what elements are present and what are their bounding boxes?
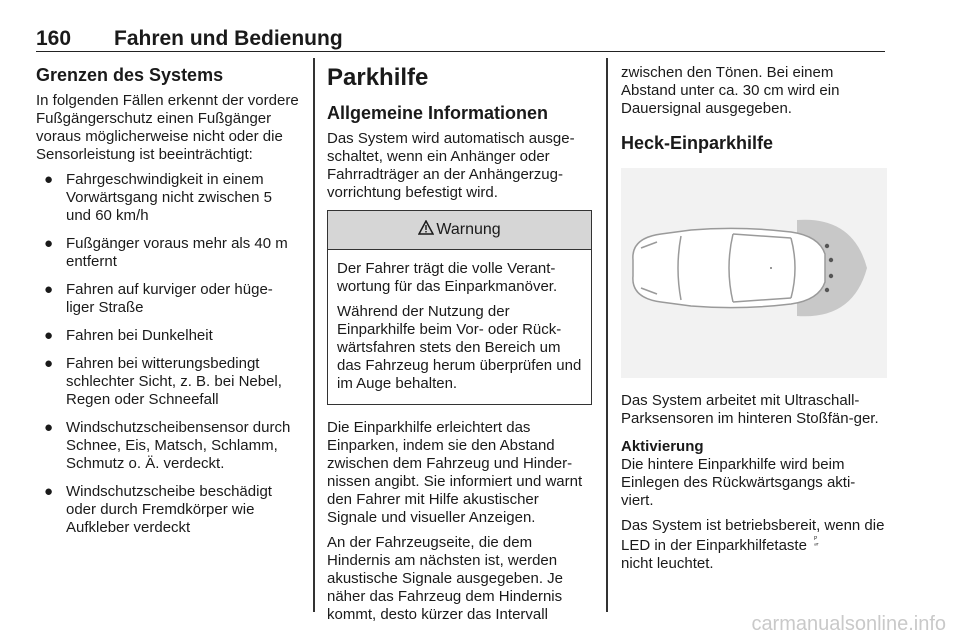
svg-text:off: off (814, 541, 819, 546)
subsection-heading: Allgemeine Informationen (327, 103, 549, 123)
bullet-icon: ● (44, 483, 54, 500)
column-divider (606, 58, 608, 612)
bullet-icon: ● (44, 327, 54, 344)
paragraph: Das System ist betriebsbereit, wenn die LED in der Einparkhilfetaste P off nicht leuchtet. (621, 517, 885, 572)
rear-parking-sensor-illustration (621, 168, 887, 378)
column-right (621, 64, 887, 580)
bullet-icon: ● (44, 281, 54, 298)
list-item: ● Fahren bei witterungsbedingt schlechter Sicht, z. B. bei Nebel, Regen oder Schneefall (44, 355, 282, 408)
warning-label: Warnung (436, 221, 501, 238)
list-item: ● Fußgänger voraus mehr als 40 m entfernt (44, 235, 288, 270)
section-heading: Heck-Einparkhilfe (621, 133, 774, 153)
page-number: 160 (36, 27, 72, 50)
paragraph: An der Fahrzeugseite, die dem Hindernis am nächsten ist, werden akustische Signale ausgegeben. Je näher das Fahrzeug dem Hindernis kommt, desto kürzer das Intervall (327, 534, 564, 623)
svg-text:P: P (814, 536, 818, 542)
bullet-icon: ● (44, 419, 54, 436)
chapter-title: Fahren und Bedienung (114, 27, 343, 50)
car-top-view-icon (621, 168, 887, 378)
bullet-icon: ● (44, 235, 54, 252)
list-item: ● Windschutzscheibe beschädigt oder durch Fremdkörper wie Aufkleber verdeckt (44, 483, 272, 536)
warning-header (328, 211, 591, 250)
warning-text: Während der Nutzung der Einparkhilfe beim Vor- oder Rück-wärtsfahren stets den Bereich um das Fahrzeug herum überprüfen und im Auge behalten. (337, 303, 582, 392)
parking-assist-button-icon (814, 535, 823, 548)
warning-triangle-icon (418, 220, 434, 240)
warning-box (327, 210, 592, 405)
paragraph: zwischen den Tönen. Bei einem Abstand unter ca. 30 cm wird ein Dauersignal ausgegeben. (621, 64, 840, 117)
column-left (36, 64, 300, 547)
list-item: ● Fahrgeschwindigkeit in einem Vorwärtsgang nicht zwischen 5 und 60 km/h (44, 171, 272, 224)
limitations-list (36, 171, 300, 537)
bullet-icon: ● (44, 355, 54, 372)
paragraph: Das System wird automatisch ausge-schaltet, wenn ein Anhänger oder Fahrradträger an der Anhängerzug-vorrichtung befestigt wird. (327, 130, 575, 201)
paragraph: Die Einparkhilfe erleichtert das Einparken, indem sie den Abstand zwischen dem Fahrzeug und Hinder-nissen angibt. Sie informiert und warnt den Fahrer mit Hilfe akustischer Signale und visueller Anzeigen. (327, 419, 583, 526)
intro-paragraph: In folgenden Fällen erkennt der vordere Fußgängerschutz einen Fußgänger voraus möglicherweise nicht oder die Sensorleistung ist beeinträchtigt: (36, 92, 299, 163)
watermark: carmanualsonline.info (751, 613, 946, 635)
bullet-icon: ● (44, 171, 54, 188)
column-divider (313, 58, 315, 612)
section-heading: Grenzen des Systems (36, 65, 224, 85)
warning-text: Der Fahrer trägt die volle Verant-wortung für das Einparkmanöver. (337, 260, 558, 295)
paragraph: Die hintere Einparkhilfe wird beim Einlegen des Rückwärtsgangs akti-viert. (621, 456, 856, 509)
column-middle (327, 64, 592, 631)
subheading: Aktivierung (621, 438, 704, 455)
paragraph: Das System arbeitet mit Ultraschall-Parksensoren im hinteren Stoßfän-ger. (621, 392, 879, 427)
list-item: ● Fahren auf kurviger oder hüge-liger Straße (44, 281, 273, 316)
list-item: ● Windschutzscheibensensor durch Schnee, Eis, Matsch, Schlamm, Schmutz o. Ä. verdeckt. (44, 419, 291, 472)
page-header (36, 27, 885, 52)
warning-body (328, 250, 591, 404)
section-title: Parkhilfe (327, 64, 429, 91)
list-item: ● Fahren bei Dunkelheit (44, 327, 213, 344)
